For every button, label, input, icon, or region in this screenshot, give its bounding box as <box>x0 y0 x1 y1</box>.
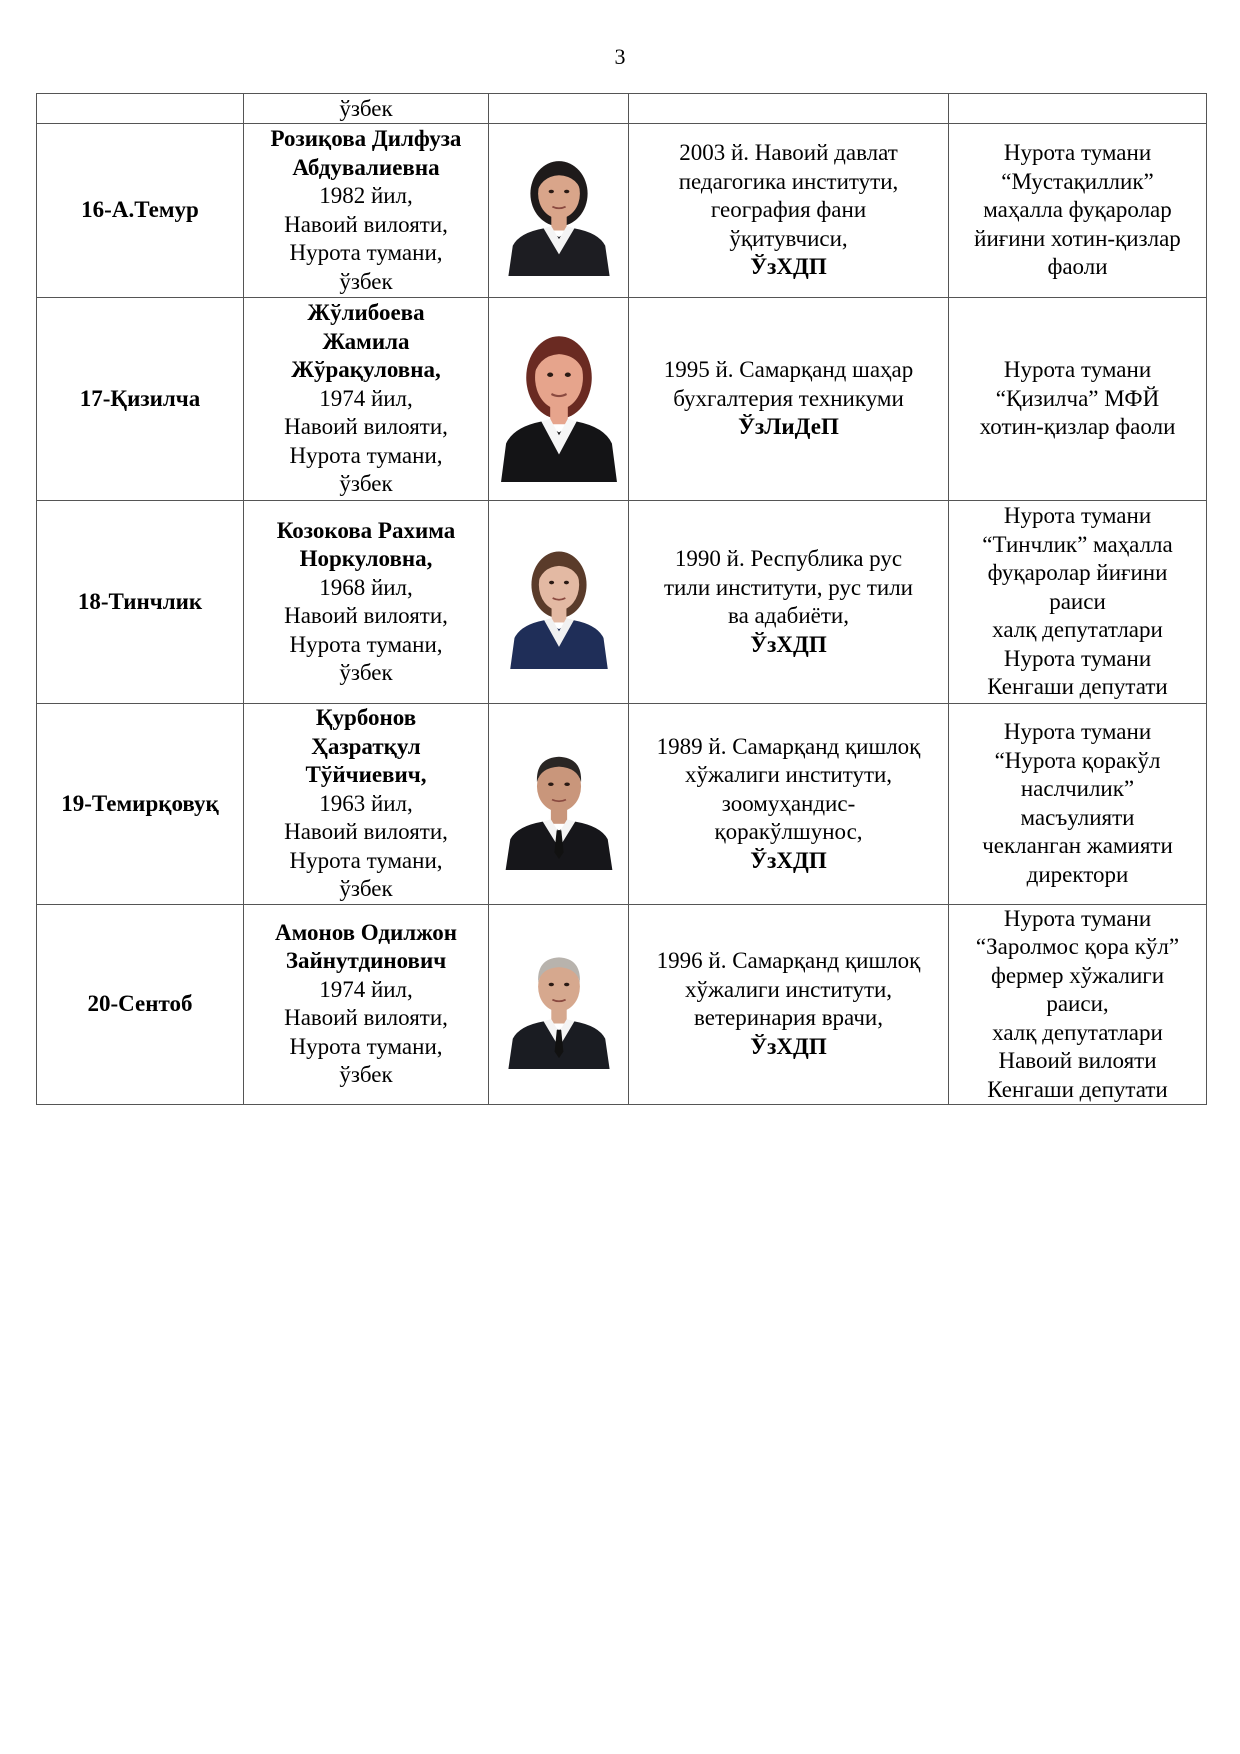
candidate-name-line: Амонов Одилжон <box>274 919 458 945</box>
education-cell <box>629 94 949 124</box>
position-line: хотин-қизлар фаоли <box>979 414 1176 440</box>
education-line: ветеринария врачи, <box>694 1005 883 1031</box>
name-tail: ўзбек <box>339 95 393 121</box>
position-line: директори <box>1026 861 1129 887</box>
name-cell <box>244 124 489 298</box>
education-line: тили институти, рус тили <box>664 574 913 600</box>
position-line: халқ депутатлари <box>992 617 1163 643</box>
education-line: 1989 й. Самарқанд қишлоқ <box>656 733 921 759</box>
candidate-bio-line: Навоий вилояти, <box>284 1005 448 1031</box>
name-cell <box>244 94 489 124</box>
candidate-bio-line: ўзбек <box>339 876 393 901</box>
education-line: педагогика институти, <box>678 168 899 194</box>
table-row <box>37 501 1207 704</box>
position-line: Нурота тумани <box>1003 357 1152 383</box>
candidate-name-line: Зайнутдинович <box>285 948 447 974</box>
education-line: ва адабиёти, <box>728 603 849 628</box>
position-line: фуқаролар йиғини <box>987 560 1168 586</box>
candidate-name-line: Тўйчиевич, <box>305 762 427 787</box>
district-name: 18-Тинчлик <box>77 588 203 614</box>
name-cell <box>244 298 489 501</box>
candidate-name-line: Жўрақуловна, <box>291 357 441 383</box>
position-line: Кенгаши депутати <box>987 1076 1168 1102</box>
candidates-table <box>36 93 1207 1105</box>
position-line: раиси, <box>1046 991 1109 1016</box>
candidate-bio-line: 1982 йил, <box>319 183 413 208</box>
position-cell <box>949 298 1207 501</box>
portrait-woman-icon <box>496 317 622 482</box>
candidate-bio-line: ўзбек <box>339 1062 393 1088</box>
position-line: Кенгаши депутати <box>987 674 1168 700</box>
education-line: ўқитувчиси, <box>729 225 848 251</box>
candidate-name-line: Ҳазратқул <box>311 733 421 759</box>
position-cell <box>949 124 1207 298</box>
education-line: хўжалиги институти, <box>684 762 893 787</box>
candidate-bio-line: Нурота тумани, <box>289 631 443 657</box>
name-cell <box>244 904 489 1105</box>
photo-cell <box>489 124 629 298</box>
table-row <box>37 124 1207 298</box>
position-cell <box>949 704 1207 905</box>
candidate-name-line: Қурбонов <box>315 705 417 730</box>
district-name: 17-Қизилча <box>79 385 201 411</box>
position-line: Нурота тумани <box>1003 645 1152 671</box>
position-line: “Заролмос қора кўл” <box>975 934 1180 959</box>
position-cell <box>949 501 1207 704</box>
photo-cell <box>489 298 629 501</box>
candidate-name-line: Абдувалиевна <box>292 154 440 180</box>
candidate-bio-line: 1963 йил, <box>319 790 413 816</box>
district-cell <box>37 94 244 124</box>
candidate-bio-line: ўзбек <box>339 268 393 294</box>
education-line: 1990 й. Республика рус <box>674 546 903 571</box>
education-line: бухгалтерия техникуми <box>673 385 904 411</box>
party-label: ЎзЛиДеП <box>738 414 839 440</box>
education-line: зоомуҳандис- <box>721 790 856 816</box>
position-line: Нурота тумани <box>1003 905 1152 931</box>
table-row <box>37 298 1207 501</box>
position-line: Нурота тумани <box>1003 503 1152 529</box>
education-line: 1996 й. Самарқанд қишлоқ <box>656 948 921 974</box>
education-line: хўжалиги институти, <box>684 976 893 1002</box>
candidate-bio-line: Навоий вилояти, <box>284 819 448 844</box>
district-cell <box>37 124 244 298</box>
candidate-name-line: Норкуловна, <box>299 546 433 571</box>
portrait-man-icon <box>501 738 617 870</box>
photo-cell <box>489 501 629 704</box>
education-line: 2003 й. Навоий давлат <box>679 140 898 166</box>
table-row <box>37 704 1207 905</box>
position-line: “Мустақиллик” <box>1001 168 1154 194</box>
candidate-bio-line: ўзбек <box>339 471 393 497</box>
education-cell <box>629 704 949 905</box>
position-line: фаоли <box>1047 254 1108 280</box>
district-name: 20-Сентоб <box>87 991 193 1016</box>
candidate-bio-line: Нурота тумани, <box>289 1033 443 1059</box>
table-row <box>37 904 1207 1105</box>
education-cell <box>629 298 949 501</box>
district-cell <box>37 704 244 905</box>
name-cell <box>244 501 489 704</box>
position-line: масъулияти <box>1020 804 1135 830</box>
position-cell <box>949 94 1207 124</box>
table-row-continued <box>37 94 1207 124</box>
party-label: ЎзХДП <box>750 1033 827 1059</box>
photo-cell <box>489 704 629 905</box>
candidate-name-line: Жўлибоева <box>307 300 425 326</box>
candidate-bio-line: Нурота тумани, <box>289 847 443 873</box>
candidate-bio-line: 1968 йил, <box>319 574 413 600</box>
position-cell <box>949 904 1207 1105</box>
photo-cell <box>489 904 629 1105</box>
party-label: ЎзХДП <box>750 847 827 873</box>
candidate-bio-line: Навоий вилояти, <box>284 211 448 237</box>
name-cell <box>244 704 489 905</box>
education-cell <box>629 904 949 1105</box>
district-name: 16-А.Темур <box>81 197 199 223</box>
party-label: ЎзХДП <box>750 631 827 657</box>
position-line: фермер хўжалиги <box>990 962 1165 988</box>
portrait-woman-icon <box>504 146 614 276</box>
candidate-bio-line: Навоий вилояти, <box>284 414 448 440</box>
position-line: Нурота тумани <box>1003 719 1152 745</box>
position-line: наслчилик” <box>1020 776 1135 802</box>
candidate-name-line: Жамила <box>322 328 410 354</box>
candidate-name-line: Козокова Рахима <box>276 517 456 543</box>
education-cell <box>629 124 949 298</box>
position-line: йиғини хотин-қизлар <box>974 225 1181 251</box>
portrait-woman-icon <box>506 536 612 669</box>
district-name: 19-Темирқовуқ <box>61 790 219 816</box>
education-line: 1995 й. Самарқанд шаҳар <box>663 357 914 383</box>
district-cell <box>37 904 244 1105</box>
position-line: халқ депутатлари <box>992 1019 1163 1045</box>
candidate-bio-line: ўзбек <box>339 660 393 685</box>
position-line: раиси <box>1049 588 1106 614</box>
position-line: Навоий вилояти <box>998 1048 1157 1073</box>
district-cell <box>37 298 244 501</box>
position-line: Нурота тумани <box>1003 140 1152 166</box>
position-line: “Нурота қоракўл <box>994 747 1161 773</box>
position-line: маҳалла фуқаролар <box>983 197 1172 223</box>
party-label: ЎзХДП <box>750 254 827 280</box>
candidate-name-line: Розиқова Дилфуза <box>270 126 462 151</box>
district-cell <box>37 501 244 704</box>
position-line: чекланган жамияти <box>982 833 1173 859</box>
candidate-bio-line: Нурота тумани, <box>289 240 443 265</box>
education-line: география фани <box>710 197 867 223</box>
position-line: “Қизилча” МФЙ <box>995 385 1160 411</box>
candidate-bio-line: Навоий вилояти, <box>284 603 448 628</box>
education-line: қоракўлшунос, <box>714 819 863 844</box>
page-number: 3 <box>614 44 626 69</box>
education-cell <box>629 501 949 704</box>
portrait-man-icon <box>504 939 614 1069</box>
candidate-bio-line: 1974 йил, <box>319 385 413 411</box>
candidate-bio-line: 1974 йил, <box>319 976 413 1002</box>
candidate-bio-line: Нурота тумани, <box>289 442 443 468</box>
photo-cell <box>489 94 629 124</box>
position-line: “Тинчлик” маҳалла <box>982 531 1173 557</box>
